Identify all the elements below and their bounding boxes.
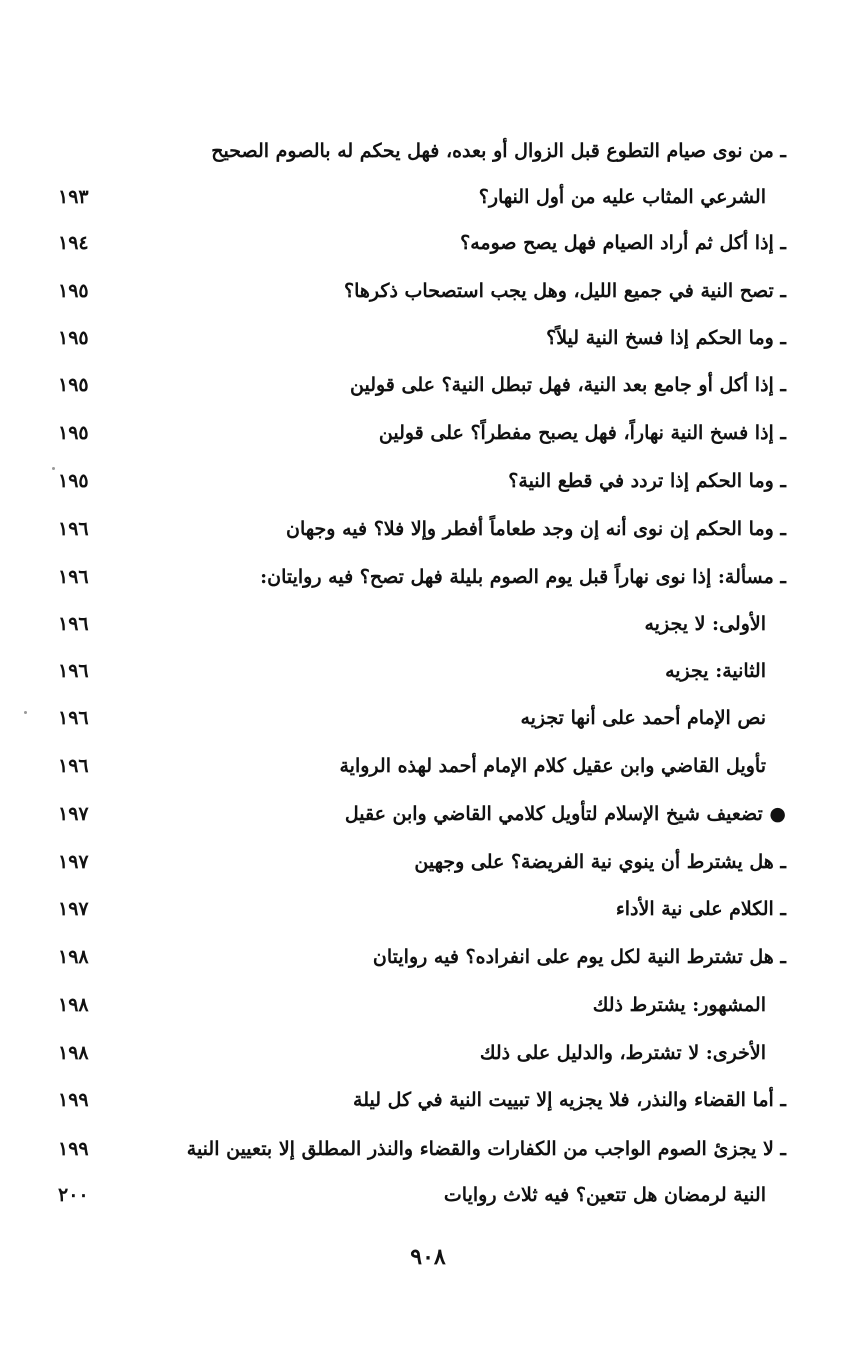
- index-entry: [0, 648, 856, 694]
- entry-page-number: ١٩٣: [58, 186, 89, 208]
- entry-page-number: ١٩٨: [58, 1042, 89, 1064]
- entry-text: ● تضعيف شيخ الإسلام لتأويل كلامي القاضي وابن عقيل: [344, 803, 786, 825]
- page-folio-number: ٩٠٨: [410, 1244, 446, 1270]
- entry-page-number: ١٩٦: [58, 707, 89, 729]
- index-entry: [0, 601, 856, 647]
- entry-text: ـ وما الحكم إذا تردد في قطع النية؟: [508, 470, 786, 492]
- index-entry: [0, 839, 856, 885]
- index-entry: [0, 362, 856, 408]
- entry-text: ـ إذا فسخ النية نهاراً، فهل يصبح مفطراً؟ على قولين: [378, 422, 786, 444]
- index-entry: [0, 1172, 856, 1218]
- entry-text: الشرعي المثاب عليه من أول النهار؟: [478, 186, 766, 208]
- index-entry: [0, 174, 856, 220]
- entry-text: تأويل القاضي وابن عقيل كلام الإمام أحمد لهذه الرواية: [339, 755, 766, 777]
- entry-page-number: ١٩٦: [58, 755, 89, 777]
- entry-page-number: ١٩٦: [58, 660, 89, 682]
- entry-page-number: ١٩٧: [58, 898, 89, 920]
- index-entry: [0, 220, 856, 266]
- entry-page-number: ١٩٤: [58, 232, 89, 254]
- index-entry: [0, 1126, 856, 1172]
- index-entry: [0, 128, 856, 174]
- entry-page-number: ١٩٩: [58, 1138, 89, 1160]
- index-entry: [0, 743, 856, 789]
- index-entry: [0, 315, 856, 361]
- entry-text: ـ هل يشترط أن ينوي نية الفريضة؟ على وجهين: [414, 851, 786, 873]
- entry-page-number: ١٩٦: [58, 566, 89, 588]
- entry-text: ـ أما القضاء والنذر، فلا يجزيه إلا تبييت النية في كل ليلة: [353, 1089, 786, 1111]
- entry-text: الثانية: يجزيه: [665, 660, 766, 682]
- index-entry: [0, 695, 856, 741]
- index-entry: [0, 934, 856, 980]
- index-entry: [0, 458, 856, 504]
- index-entry: [0, 1030, 856, 1076]
- index-entry: [0, 268, 856, 314]
- index-entry: [0, 982, 856, 1028]
- entry-page-number: ١٩٨: [58, 946, 89, 968]
- scan-speck: [52, 467, 55, 470]
- entry-text: ـ مسألة: إذا نوى نهاراً قبل يوم الصوم بليلة فهل تصح؟ فيه روايتان:: [260, 566, 786, 588]
- entry-page-number: ١٩٥: [58, 470, 89, 492]
- entry-page-number: ١٩٨: [58, 994, 89, 1016]
- entry-page-number: ١٩٥: [58, 422, 89, 444]
- index-entry: [0, 1077, 856, 1123]
- entry-text: ـ إذا أكل ثم أراد الصيام فهل يصح صومه؟: [460, 232, 786, 254]
- entry-text: ـ تصح النية في جميع الليل، وهل يجب استصحاب ذكرها؟: [344, 280, 786, 302]
- scan-speck: [24, 711, 27, 714]
- entry-page-number: ١٩٥: [58, 280, 89, 302]
- entry-page-number: ١٩٦: [58, 613, 89, 635]
- entry-text: ـ من نوى صيام التطوع قبل الزوال أو بعده، فهل يحكم له بالصوم الصحيح: [211, 140, 786, 162]
- entry-text: ـ الكلام على نية الأداء: [615, 898, 786, 920]
- entry-page-number: ١٩٥: [58, 327, 89, 349]
- entry-page-number: ١٩٥: [58, 374, 89, 396]
- entry-text: ـ وما الحكم إذا فسخ النية ليلاً؟: [546, 327, 786, 349]
- entry-text: المشهور: يشترط ذلك: [592, 994, 766, 1016]
- entry-text: ـ لا يجزئ الصوم الواجب من الكفارات والقضاء والنذر المطلق إلا بتعيين النية: [186, 1138, 786, 1160]
- entry-text: نص الإمام أحمد على أنها تجزيه: [520, 707, 766, 729]
- entry-text: الأولى: لا يجزيه: [644, 613, 766, 635]
- entry-page-number: ١٩٧: [58, 851, 89, 873]
- index-entry: [0, 791, 856, 837]
- index-entry: [0, 506, 856, 552]
- entry-page-number: ١٩٧: [58, 803, 89, 825]
- index-entry: [0, 410, 856, 456]
- entry-text: ـ وما الحكم إن نوى أنه إن وجد طعاماً أفطر وإلا فلا؟ فيه وجهان: [286, 518, 786, 540]
- entry-text: ـ إذا أكل أو جامع بعد النية، فهل تبطل النية؟ على قولين: [350, 374, 786, 396]
- index-entry: [0, 886, 856, 932]
- entry-page-number: ١٩٦: [58, 518, 89, 540]
- index-entry: [0, 554, 856, 600]
- entry-page-number: ٢٠٠: [58, 1184, 89, 1206]
- entry-text: ـ هل تشترط النية لكل يوم على انفراده؟ فيه روايتان: [372, 946, 786, 968]
- entry-text: النية لرمضان هل تتعين؟ فيه ثلاث روايات: [443, 1184, 766, 1206]
- entry-page-number: ١٩٩: [58, 1089, 89, 1111]
- entry-text: الأخرى: لا تشترط، والدليل على ذلك: [479, 1042, 766, 1064]
